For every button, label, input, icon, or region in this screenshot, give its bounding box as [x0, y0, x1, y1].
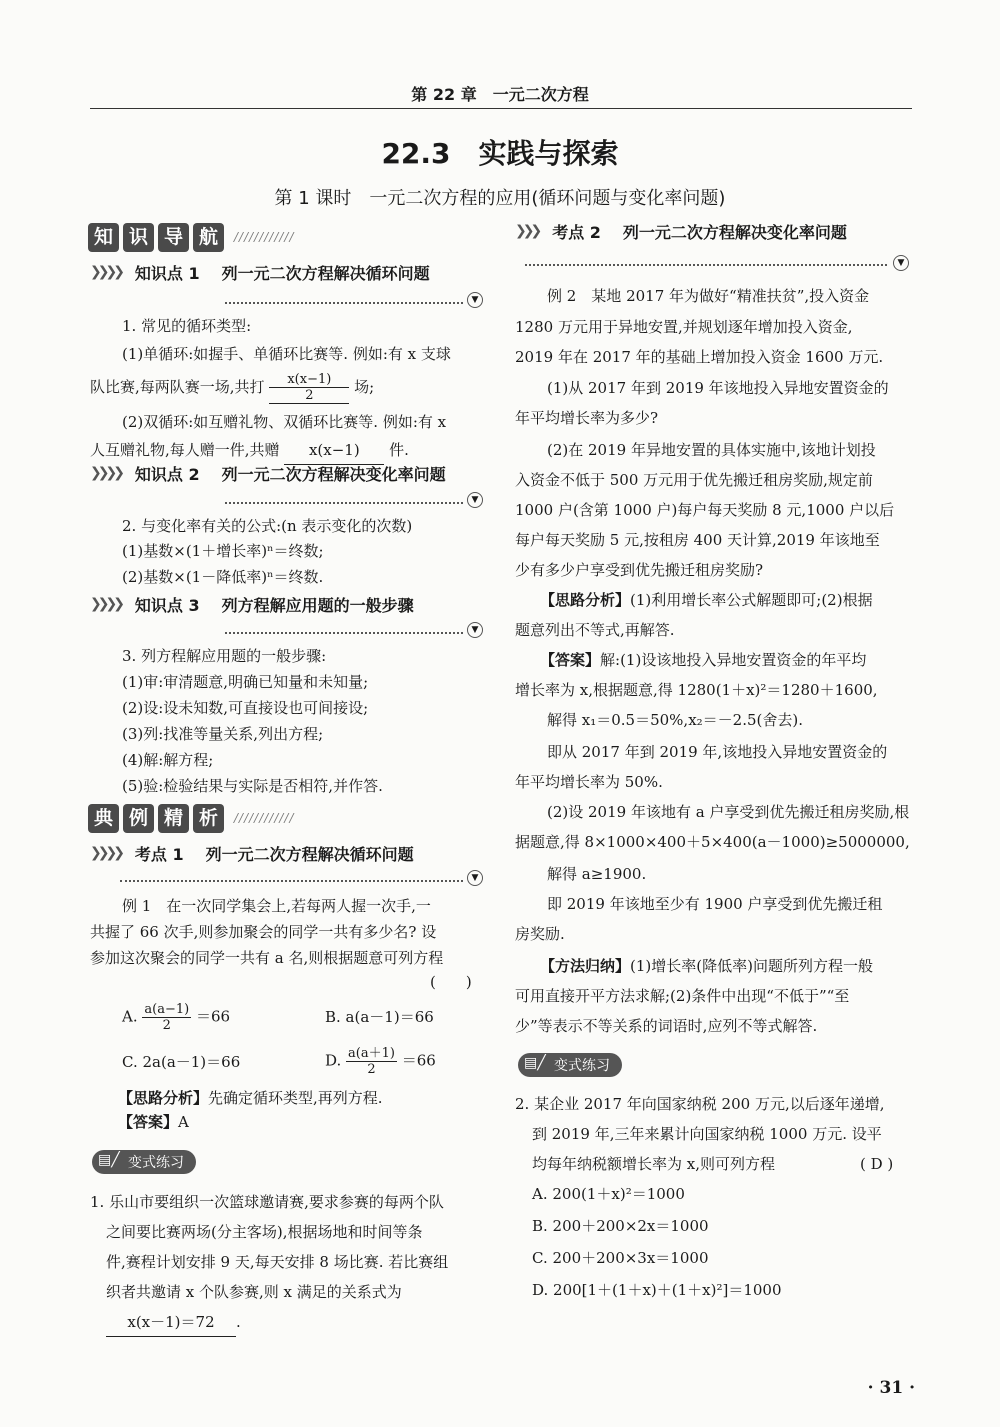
knowledge-point-3-heading	[90, 590, 414, 618]
banner-char: 知	[88, 223, 119, 252]
text-line: (2)设 2019 年该地有 a 户享受到优先搬迁租房奖励,根	[547, 803, 910, 821]
banner-char: 识	[123, 223, 154, 252]
text-line: (4)解:解方程;	[122, 751, 214, 769]
answer-line: 【答案】解:(1)设该地投入异地安置资金的年平均	[540, 651, 867, 669]
kp-title: 列一元二次方程解决循环问题	[221, 263, 430, 283]
banner-char: 航	[193, 223, 224, 252]
option-b: B. 200＋200×2x＝1000	[532, 1217, 709, 1235]
text-line: 例 1 在一次同学集会上,若每两人握一次手,一	[122, 897, 431, 915]
banner-slashes: ////////////	[234, 230, 295, 244]
banner-char: 析	[193, 804, 224, 833]
text-line: (5)验:检验结果与实际是否相符,并作答.	[122, 777, 383, 795]
text-line: 1000 户(含第 1000 户)每户每天奖励 8 元,1000 户以后	[515, 501, 895, 519]
notebook-pencil-icon: ▤╱	[524, 1055, 546, 1071]
text-line: 少”等表示不等关系的词语时,应列不等式解答.	[515, 1017, 818, 1035]
kp-label: 考点 1	[134, 844, 184, 864]
dotted-leader	[225, 618, 463, 634]
option-c: C. 200＋200×3x＝1000	[532, 1249, 709, 1267]
banner-slashes: ////////////	[234, 811, 295, 825]
text-line: 到 2019 年,三年来累计向国家纳税 1000 万元. 设平	[532, 1125, 882, 1143]
text-line: 参加这次聚会的同学一共有 a 名,则根据题意可列方程	[90, 949, 444, 967]
fill-blank-answer: $\frac{x(x-1)}{2}$	[269, 372, 349, 404]
banner-char: 典	[88, 804, 119, 833]
option-d: D. $\frac{a(a+1)}{2}$ ＝66	[325, 1046, 436, 1077]
chevron-arrows-icon: ❯❯❯❯	[90, 465, 121, 481]
dotted-leader	[225, 488, 463, 504]
answer-paren: ( D )	[860, 1155, 894, 1173]
text-line: 件,赛程计划安排 9 天,每天安排 8 场比赛. 若比赛组	[106, 1253, 449, 1271]
exam-point-1-heading	[90, 839, 414, 867]
knowledge-point-2-heading	[90, 459, 446, 487]
chevron-arrows-icon: ❯❯❯❯	[90, 264, 121, 280]
text-line: (2)在 2019 年异地安置的具体实施中,该地计划投	[547, 441, 876, 459]
banner-example-analysis	[88, 803, 295, 833]
text-line-blank: x(x－1)＝72 .	[106, 1308, 241, 1337]
text-line: 例 2 某地 2017 年为做好“精准扶贫”,投入资金	[547, 287, 870, 305]
kp-label: 知识点 1	[134, 263, 200, 283]
text-line: 1. 乐山市要组织一次篮球邀请赛,要求参赛的每两个队	[90, 1193, 444, 1211]
analysis-line: 【思路分析】(1)利用增长率公式解题即可;(2)根据	[540, 591, 873, 609]
text-line: 年平均增长率为多少?	[515, 409, 659, 427]
text-line: 可用直接开平方法求解;(2)条件中出现“不低于”“至	[515, 987, 850, 1005]
text-line: 据题意,得 8×1000×400＋5×400(a－1000)≥5000000,	[515, 833, 910, 851]
text-line: (1)基数×(1＋增长率)ⁿ＝终数;	[122, 542, 324, 560]
section-title: 22.3 实践与探索	[381, 137, 619, 170]
header-rule	[90, 108, 912, 109]
kp-title: 列方程解应用题的一般步骤	[221, 595, 414, 615]
banner-knowledge-guide	[88, 222, 295, 252]
dotted-leader	[225, 288, 463, 304]
banner-char: 精	[158, 804, 189, 833]
exam-point-2-heading	[515, 217, 847, 245]
text-line: 解得 a≥1900.	[547, 865, 647, 883]
text-line: 每户每天奖励 5 元,按租房 400 天计算,2019 年该地至	[515, 531, 880, 549]
notebook-pencil-icon: ▤╱	[98, 1152, 120, 1168]
banner-char: 例	[123, 804, 154, 833]
method-line: 【方法归纳】(1)增长率(降低率)问题所列方程一般	[540, 957, 873, 975]
chevron-down-circle-icon: ▼	[467, 622, 483, 638]
lesson-subtitle: 第 1 课时 一元二次方程的应用(循环问题与变化率问题)	[274, 188, 726, 209]
analysis-line: 【思路分析】先确定循环类型,再列方程.	[118, 1089, 383, 1107]
page-number: · 31 ·	[867, 1378, 915, 1398]
text-line: 之间要比赛两场(分主客场),根据场地和时间等条	[106, 1223, 423, 1241]
text-line: 年平均增长率为 50%.	[515, 773, 663, 791]
option-a: A. $\frac{a(a-1)}{2}$ ＝66	[122, 1002, 231, 1033]
chevron-down-circle-icon: ▼	[467, 292, 483, 308]
chevron-arrows-icon: ❯❯❯	[515, 223, 539, 239]
text-line: 入资金不低于 500 万元用于优先搬迁租房奖励,规定前	[515, 471, 873, 489]
text-line: 1280 万元用于异地安置,并规划逐年增加投入资金,	[515, 318, 853, 336]
kp-title: 列一元二次方程解决变化率问题	[622, 222, 847, 242]
kp-title: 列一元二次方程解决循环问题	[205, 844, 414, 864]
kp-title: 列一元二次方程解决变化率问题	[221, 464, 446, 484]
answer-line: 【答案】A	[118, 1113, 189, 1131]
text-line: (3)列:找准等量关系,列出方程;	[122, 725, 324, 743]
practice-tag: ▤╱ 变式练习	[518, 1053, 622, 1077]
fill-blank-answer: x(x−1)	[284, 436, 384, 465]
text-line-fraction: 队比赛,每两队赛一场,共打 $\frac{x(x-1)}{2}$ 场;	[90, 372, 375, 403]
text-line: (1)审:审清题意,明确已知量和未知量;	[122, 673, 369, 691]
text-line: 均每年纳税额增长率为 x,则可列方程	[532, 1155, 775, 1173]
text-line: 解得 x₁＝0.5＝50%,x₂＝－2.5(舍去).	[547, 711, 804, 729]
text-line: (1)从 2017 年到 2019 年该地投入异地安置资金的	[547, 379, 889, 397]
text-line: 2. 与变化率有关的公式:(n 表示变化的次数)	[122, 517, 413, 535]
text-line: (2)设:设未知数,可直接设也可间接设;	[122, 699, 369, 717]
text-line: 1. 常见的循环类型:	[122, 317, 252, 335]
fill-blank-answer: x(x－1)＝72	[106, 1308, 236, 1337]
text-line: 题意列出不等式,再解答.	[515, 621, 675, 639]
running-header: 第 22 章 一元二次方程	[411, 85, 589, 104]
option-b: B. a(a－1)＝66	[325, 1008, 434, 1026]
dotted-leader	[120, 866, 463, 882]
option-d: D. 200[1＋(1＋x)＋(1＋x)²]＝1000	[532, 1281, 782, 1299]
text-line: (2)双循环:如互赠礼物、双循环比赛等. 例如:有 x	[122, 413, 447, 431]
text-line: 即从 2017 年到 2019 年,该地投入异地安置资金的	[547, 743, 888, 761]
text-line: 少有多少户享受到优先搬迁租房奖励?	[515, 561, 764, 579]
text-line: 3. 列方程解应用题的一般步骤:	[122, 647, 327, 665]
banner-char: 导	[158, 223, 189, 252]
text-line: (2)基数×(1－降低率)ⁿ＝终数.	[122, 568, 324, 586]
chevron-arrows-icon: ❯❯❯❯	[90, 845, 121, 861]
text-line-blank: 人互赠礼物,每人赠一件,共赠 x(x−1) 件.	[90, 436, 409, 465]
dotted-leader	[525, 250, 887, 266]
text-line: 织者共邀请 x 个队参赛,则 x 满足的关系式为	[106, 1283, 402, 1301]
text-line: (1)单循环:如握手、单循环比赛等. 例如:有 x 支球	[122, 345, 451, 363]
kp-label: 知识点 3	[134, 595, 200, 615]
kp-label: 知识点 2	[134, 464, 200, 484]
text-line: 即 2019 年该地至少有 1900 户享受到优先搬迁租	[547, 895, 883, 913]
chevron-arrows-icon: ❯❯❯❯	[90, 596, 121, 612]
text-line: 房奖励.	[515, 925, 565, 943]
text-line: 共握了 66 次手,则参加聚会的同学一共有多少名? 设	[90, 923, 437, 941]
chevron-down-circle-icon: ▼	[467, 492, 483, 508]
knowledge-point-1-heading	[90, 258, 430, 286]
chevron-down-circle-icon: ▼	[467, 870, 483, 886]
text-line: 增长率为 x,根据题意,得 1280(1＋x)²＝1280＋1600,	[515, 681, 878, 699]
kp-label: 考点 2	[552, 222, 601, 242]
answer-paren: ( )	[430, 973, 472, 991]
practice-tag: ▤╱ 变式练习	[92, 1150, 196, 1174]
option-c: C. 2a(a－1)＝66	[122, 1053, 241, 1071]
chevron-down-circle-icon: ▼	[893, 255, 909, 271]
option-a: A. 200(1＋x)²＝1000	[532, 1185, 685, 1203]
text-line: 2019 年在 2017 年的基础上增加投入资金 1600 万元.	[515, 348, 884, 366]
text-line: 2. 某企业 2017 年向国家纳税 200 万元,以后逐年递增,	[515, 1095, 885, 1113]
